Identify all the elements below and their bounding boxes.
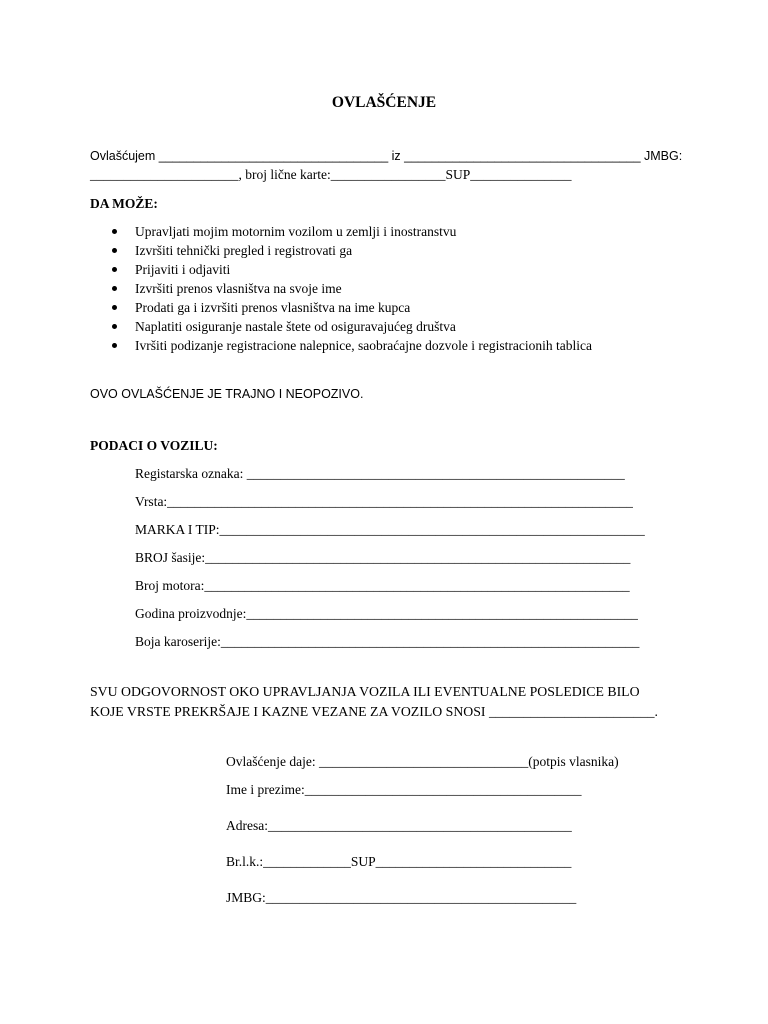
bullet-icon (112, 248, 117, 253)
authorize-line-1: Ovlašćujem _________________________________ iz __________________________________ JMBG: (90, 149, 683, 163)
bullet-icon (112, 324, 117, 329)
may-heading: DA MOŽE: (90, 196, 158, 211)
signature-id: Br.l.k.:_____________SUP_____________________________ (226, 854, 572, 869)
signature-address: Adresa:_____________________________________________ (226, 818, 572, 833)
bullet-icon (112, 343, 117, 348)
vehicle-field-color: Boja karoserije:______________________________________________________________ (135, 634, 640, 649)
bullet-icon (112, 286, 117, 291)
liability-line-2: KOJE VRSTE PREKRŠAJE I KAZNE VEZANE ZA VOZILO SNOSI ________________________. (90, 704, 658, 719)
vehicle-field-year: Godina proizvodnje:__________________________________________________________ (135, 606, 638, 621)
liability-line-1: SVU ODGOVORNOST OKO UPRAVLJANJA VOZILA ILI EVENTUALNE POSLEDICE BILO (90, 684, 640, 699)
list-item: Naplatiti osiguranje nastale štete od osiguravajućeg društva (90, 317, 592, 336)
vehicle-field-chassis: BROJ šasije:_______________________________________________________________ (135, 550, 631, 565)
list-item: Ivršiti podizanje registracione nalepnice, saobraćajne dozvole i registracionih tablica (90, 336, 592, 355)
list-item: Upravljati mojim motornim vozilom u zemlji i inostranstvu (90, 222, 592, 241)
list-item: Prijaviti i odjaviti (90, 260, 592, 279)
document-title: OVLAŠĆENJE (331, 94, 437, 111)
bullet-icon (112, 229, 117, 234)
vehicle-field-type: Vrsta:_____________________________________________________________________ (135, 494, 633, 509)
list-item: Prodati ga i izvršiti prenos vlasništva na ime kupca (90, 298, 592, 317)
permanent-statement: OVO OVLAŠĆENJE JE TRAJNO I NEOPOZIVO. (90, 387, 364, 401)
vehicle-heading: PODACI O VOZILU: (90, 438, 218, 453)
bullet-icon (112, 305, 117, 310)
vehicle-field-make-model: MARKA I TIP:_______________________________________________________________ (135, 522, 645, 537)
vehicle-field-registration: Registarska oznaka: ________________________________________________________ (135, 466, 625, 481)
signature-gives: Ovlašćenje daje: _______________________________(potpis vlasnika) (226, 754, 619, 769)
authorize-line-2: ______________________, broj lične karte:_________________SUP_______________ (90, 167, 572, 182)
permissions-list (90, 222, 592, 355)
list-item: Izvršiti tehnički pregled i registrovati ga (90, 241, 592, 260)
bullet-icon (112, 267, 117, 272)
list-item: Izvršiti prenos vlasništva na svoje ime (90, 279, 592, 298)
vehicle-field-engine: Broj motora:_______________________________________________________________ (135, 578, 630, 593)
signature-name: Ime i prezime:_________________________________________ (226, 782, 582, 797)
signature-jmbg: JMBG:______________________________________________ (226, 890, 577, 905)
